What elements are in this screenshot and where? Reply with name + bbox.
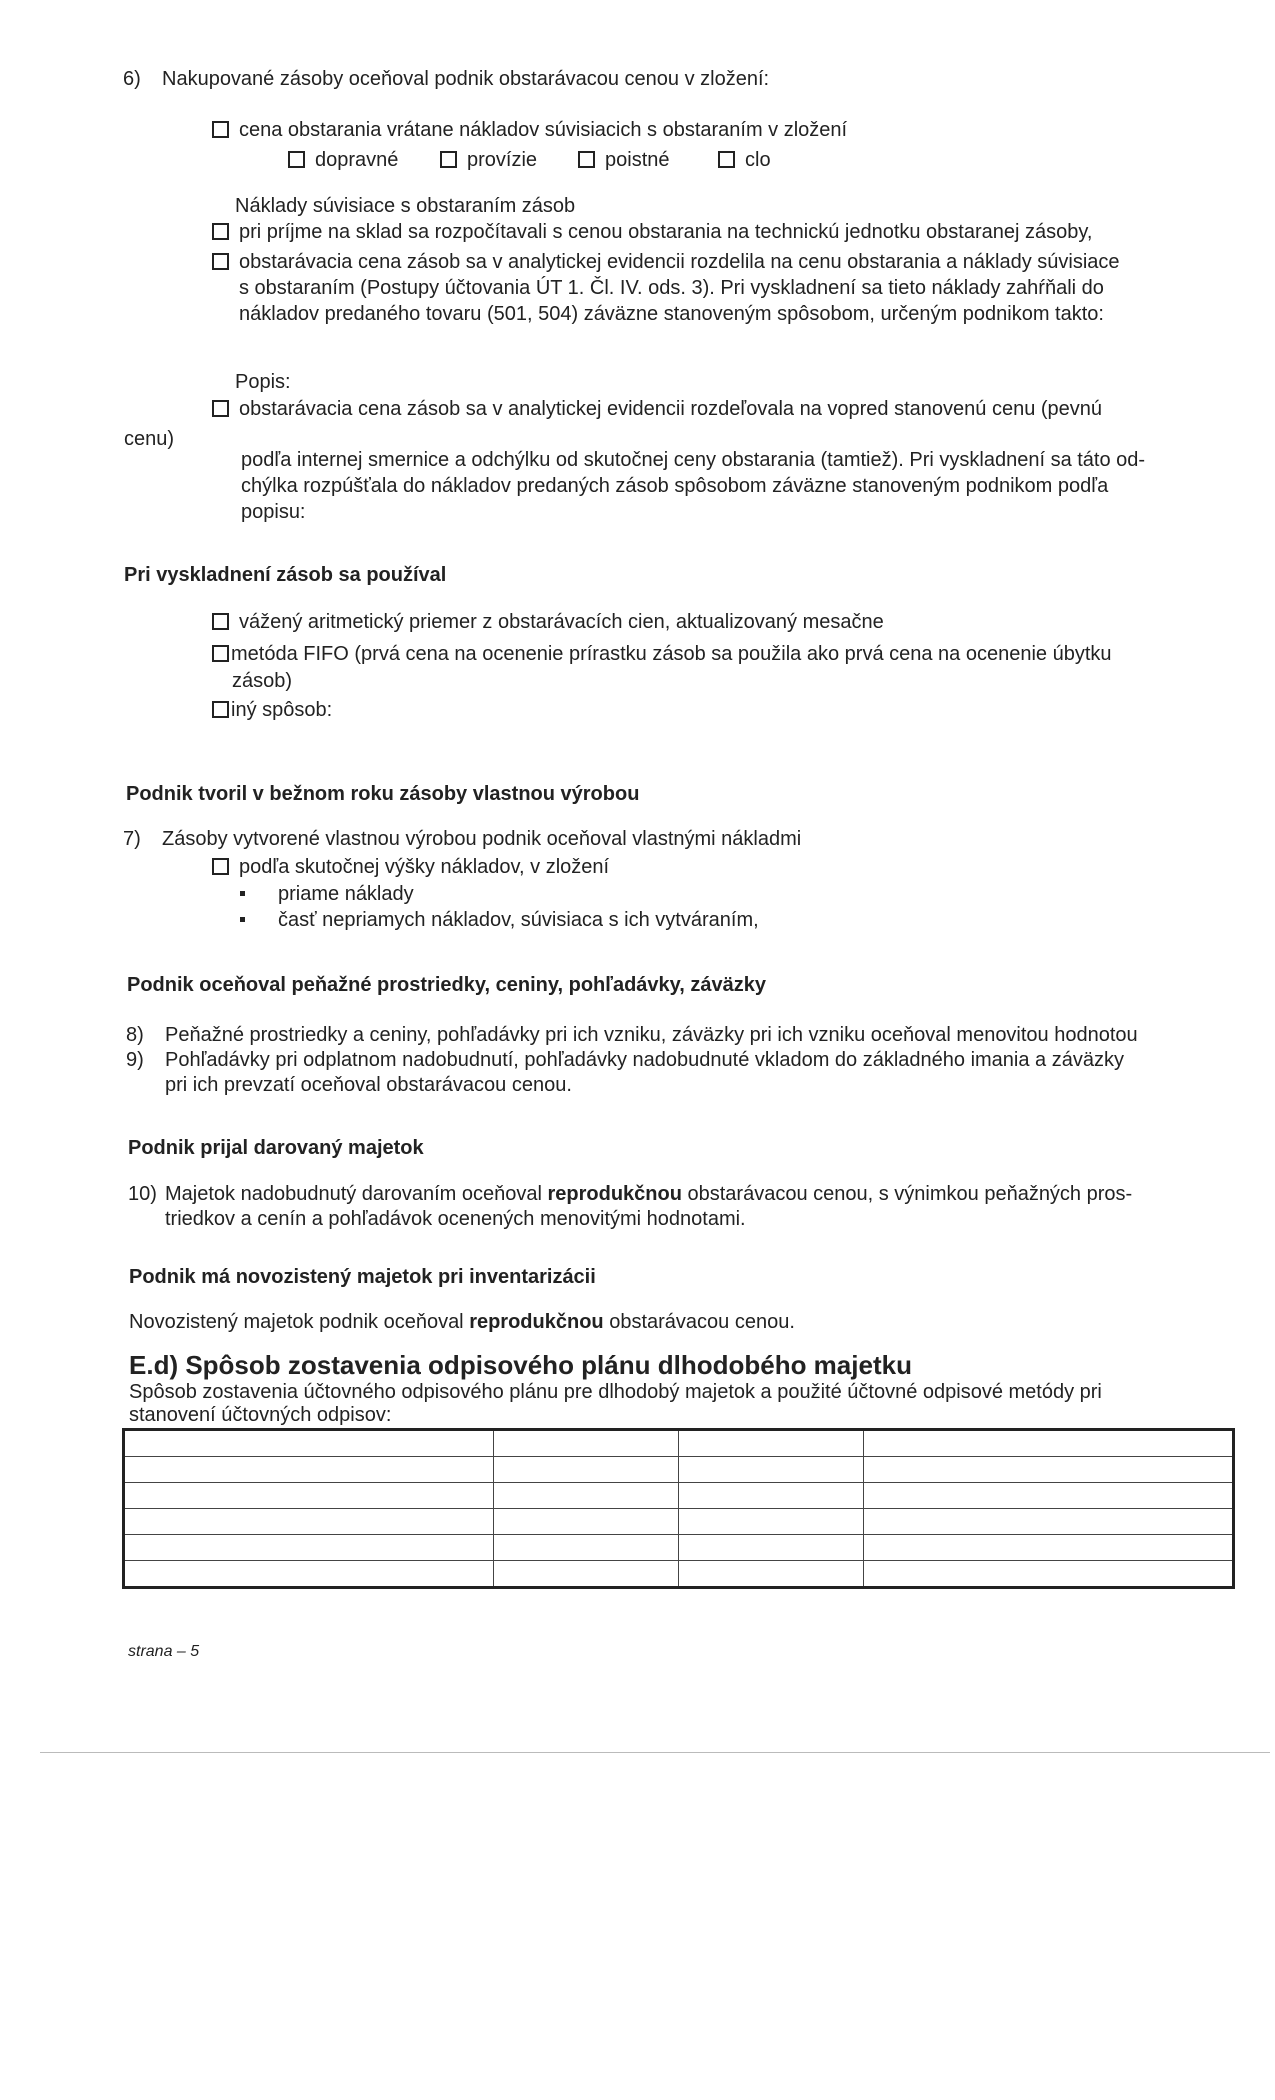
table-cell[interactable] — [494, 1483, 679, 1509]
table-cell[interactable] — [864, 1535, 1234, 1561]
table-row — [124, 1483, 1234, 1509]
table-cell[interactable] — [494, 1561, 679, 1588]
option-label: vážený aritmetický priemer z obstarávacích cien, aktualizovaný mesačne — [239, 611, 884, 633]
option-label: dopravné — [315, 149, 399, 171]
popis-label: Popis: — [235, 371, 291, 393]
checkbox[interactable] — [212, 223, 229, 240]
table-cell[interactable] — [679, 1535, 864, 1561]
option-vazeny-priemer[interactable] — [212, 610, 884, 634]
checkbox[interactable] — [212, 121, 229, 138]
option-label: iný spôsob: — [231, 699, 333, 721]
table-cell[interactable] — [864, 1457, 1234, 1483]
odpisovy-plan-table — [122, 1428, 1235, 1589]
item-number-9: 9) — [126, 1049, 144, 1071]
table-cell[interactable] — [679, 1561, 864, 1588]
table-cell[interactable] — [494, 1509, 679, 1535]
option-label: clo — [745, 149, 771, 171]
ed-line-1: Spôsob zostavenia účtovného odpisového plánu pre dlhodobý majetok a použité účtovné odpisové metódy pri — [129, 1381, 1102, 1403]
item-9-line-1: Pohľadávky pri odplatnom nadobudnutí, pohľadávky nadobudnuté vkladom do základného imania a záväzky — [165, 1049, 1124, 1071]
table-cell[interactable] — [124, 1430, 494, 1457]
item-8-text: Peňažné prostriedky a ceniny, pohľadávky pri ich vzniku, záväzky pri ich vzniku oceňoval menovitou hodnotou — [165, 1024, 1138, 1046]
item-number-7: 7) — [123, 828, 141, 850]
bullet — [240, 917, 245, 922]
page-edge-divider — [40, 1752, 1270, 1753]
table-row — [124, 1430, 1234, 1457]
item-number-8: 8) — [126, 1024, 144, 1046]
obst-line-2: s obstaraním (Postupy účtovania ÚT 1. Čl. IV. ods. 3). Pri vyskladnení sa tieto náklady zahŕňali do — [239, 277, 1104, 299]
fifo-line-2: zásob) — [232, 670, 293, 692]
ed-line-2: stanovení účtovných odpisov: — [129, 1404, 392, 1426]
option-obstaravacia[interactable] — [212, 250, 1120, 274]
option-label: provízie — [467, 149, 538, 171]
item-10-line-2: triedkov a cenín a pohľadávok ocenených menovitými hodnotami. — [165, 1208, 746, 1230]
table-cell[interactable] — [679, 1509, 864, 1535]
text-segment: obstarávacou cenou. — [603, 1311, 795, 1333]
table-cell[interactable] — [679, 1483, 864, 1509]
option-clo[interactable] — [718, 148, 771, 172]
option-label: metóda FIFO (prvá cena na ocenenie prírastku zásob sa použila ako prvá cena na ocenenie úbytku — [231, 643, 1112, 665]
vyroba-text: Zásoby vytvorené vlastnou výrobou podnik oceňoval vlastnými nákladmi — [162, 828, 802, 850]
rozdel-line-2: podľa internej smernice a odchýlku od skutočnej ceny obstarania (tamtiež). Pri vyskladnení sa táto od- — [241, 449, 1146, 471]
bullet — [240, 891, 245, 896]
table-row — [124, 1509, 1234, 1535]
rozdel-line-4: popisu: — [241, 501, 306, 523]
option-label: podľa skutočnej výšky nákladov, v zložení — [239, 856, 610, 878]
option-label: obstarávacia cena zásob sa v analytickej evidencii rozdelila na cenu obstarania a náklady súvisiace — [239, 251, 1120, 273]
option-dopravne[interactable] — [288, 148, 398, 172]
text-segment: Novozistený majetok podnik oceňoval — [129, 1311, 470, 1333]
obst-line-3: nákladov predaného tovaru (501, 504) záväzne stanoveným spôsobom, určeným podnikom takto: — [239, 303, 1104, 325]
section-6-title: Nakupované zásoby oceňoval podnik obstarávacou cenou v zložení: — [162, 68, 770, 90]
option-prijem[interactable] — [212, 220, 1092, 244]
option-label: poistné — [605, 149, 670, 171]
table-cell[interactable] — [494, 1457, 679, 1483]
table-cell[interactable] — [864, 1430, 1234, 1457]
page-footer: strana – 5 — [128, 1643, 200, 1660]
checkbox[interactable] — [578, 151, 595, 168]
checkbox[interactable] — [212, 858, 229, 875]
item-9-line-2: pri ich prevzatí oceňoval obstarávacou cenou. — [165, 1074, 572, 1096]
table-cell[interactable] — [494, 1535, 679, 1561]
bullet-text: časť nepriamych nákladov, súvisiaca s ich vytváraním, — [278, 909, 759, 931]
section-ed-heading: E.d) Spôsob zostavenia odpisového plánu dlhodobého majetku — [129, 1350, 912, 1380]
table-cell[interactable] — [864, 1483, 1234, 1509]
table-cell[interactable] — [494, 1430, 679, 1457]
option-rozdelovala[interactable] — [212, 397, 1102, 421]
checkbox[interactable] — [212, 645, 229, 662]
penazne-heading: Podnik oceňoval peňažné prostriedky, ceniny, pohľadávky, záväzky — [127, 974, 767, 996]
option-label: cena obstarania vrátane nákladov súvisiacich s obstaraním v zložení — [239, 119, 848, 141]
bold-term: reprodukčnou — [469, 1311, 604, 1333]
table-cell[interactable] — [679, 1457, 864, 1483]
checkbox[interactable] — [212, 253, 229, 270]
novozisteny-heading: Podnik má novozistený majetok pri inventarizácii — [129, 1266, 596, 1288]
checkbox[interactable] — [288, 151, 305, 168]
table-row — [124, 1561, 1234, 1588]
table-cell[interactable] — [864, 1561, 1234, 1588]
table-row — [124, 1535, 1234, 1561]
table-cell[interactable] — [124, 1509, 494, 1535]
naklady-subtitle: Náklady súvisiace s obstaraním zásob — [235, 195, 576, 217]
item-10-line-1 — [165, 1182, 1132, 1206]
darovany-heading: Podnik prijal darovaný majetok — [128, 1137, 424, 1159]
table-cell[interactable] — [679, 1430, 864, 1457]
table-cell[interactable] — [124, 1483, 494, 1509]
option-poistne[interactable] — [578, 148, 670, 172]
rozdel-line-3: chýlka rozpúšťala do nákladov predaných zásob spôsobom záväzne stanoveným podnikom podľa — [241, 475, 1109, 497]
cenu-label: cenu) — [124, 428, 175, 450]
option-iny-sposob[interactable] — [212, 698, 332, 722]
checkbox[interactable] — [212, 701, 229, 718]
vyroba-heading: Podnik tvoril v bežnom roku zásoby vlastnou výrobou — [126, 783, 640, 805]
table-row — [124, 1457, 1234, 1483]
vysklad-heading: Pri vyskladnení zásob sa používal — [124, 564, 447, 586]
item-number-10: 10) — [128, 1183, 157, 1205]
checkbox[interactable] — [212, 400, 229, 417]
option-fifo[interactable] — [212, 642, 1112, 666]
option-cena-obstarania[interactable] — [212, 118, 847, 142]
table-cell[interactable] — [124, 1561, 494, 1588]
option-label: obstarávacia cena zásob sa v analytickej evidencii rozdeľovala na vopred stanovenú cenu (pevnú — [239, 398, 1103, 420]
text-segment: Majetok nadobudnutý darovaním oceňoval — [165, 1183, 548, 1205]
item-number-6: 6) — [123, 68, 141, 90]
checkbox[interactable] — [440, 151, 457, 168]
table-cell[interactable] — [124, 1535, 494, 1561]
checkbox[interactable] — [718, 151, 735, 168]
checkbox[interactable] — [212, 613, 229, 630]
bullet-text: priame náklady — [278, 883, 414, 905]
text-segment: obstarávacou cenou, s výnimkou peňažných pros- — [681, 1183, 1133, 1205]
table-cell[interactable] — [864, 1509, 1234, 1535]
novozisteny-text — [129, 1310, 795, 1334]
table-cell[interactable] — [124, 1457, 494, 1483]
option-provizie[interactable] — [440, 148, 537, 172]
option-skutocna-vyska[interactable] — [212, 855, 609, 879]
option-label: pri príjme na sklad sa rozpočítavali s cenou obstarania na technickú jednotku obstaranej zásoby, — [239, 221, 1093, 243]
bold-term: reprodukčnou — [547, 1183, 682, 1205]
